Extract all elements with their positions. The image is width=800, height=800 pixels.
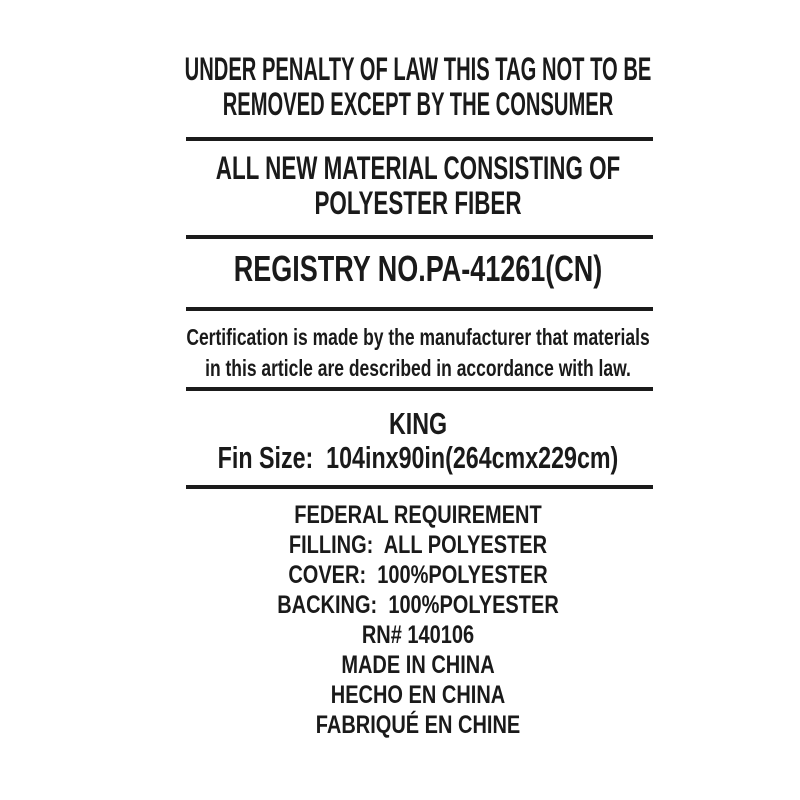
penalty-notice-line-2: REMOVED EXCEPT BY THE CONSUMER: [222, 86, 614, 122]
divider: [186, 485, 653, 489]
material-section: [36, 151, 800, 221]
details-section: [36, 500, 800, 740]
rn-number: RN# 140106: [361, 621, 475, 649]
certification-line-2: in this article are described in accordance with law.: [205, 355, 631, 381]
divider: [186, 307, 653, 311]
size-name: KING: [388, 406, 448, 441]
cover-spec: COVER: 100%POLYESTER: [288, 561, 548, 589]
material-line-1: ALL NEW MATERIAL CONSISTING OF: [215, 150, 621, 186]
divider: [186, 137, 653, 141]
backing-spec: BACKING: 100%POLYESTER: [277, 591, 559, 619]
registry-section: [36, 250, 800, 288]
size-section: [36, 407, 800, 475]
made-in-spanish: HECHO EN CHINA: [330, 681, 506, 709]
divider: [186, 235, 653, 239]
registry-number: REGISTRY NO.PA-41261(CN): [233, 248, 603, 289]
divider: [186, 387, 653, 391]
filling-spec: FILLING: ALL POLYESTER: [288, 531, 548, 559]
made-in-english: MADE IN CHINA: [341, 651, 495, 679]
penalty-notice-line-1: UNDER PENALTY OF LAW THIS TAG NOT TO BE: [184, 51, 652, 87]
federal-requirement: FEDERAL REQUIREMENT: [294, 501, 542, 529]
certification-section: [36, 322, 800, 384]
material-line-2: POLYESTER FIBER: [314, 185, 522, 221]
certification-line-1: Certification is made by the manufacturer that materials: [186, 324, 650, 350]
finished-size: Fin Size: 104inx90in(264cmx229cm): [217, 440, 619, 475]
made-in-french: FABRIQUÉ EN CHINE: [315, 711, 521, 739]
penalty-notice-section: [36, 52, 800, 122]
